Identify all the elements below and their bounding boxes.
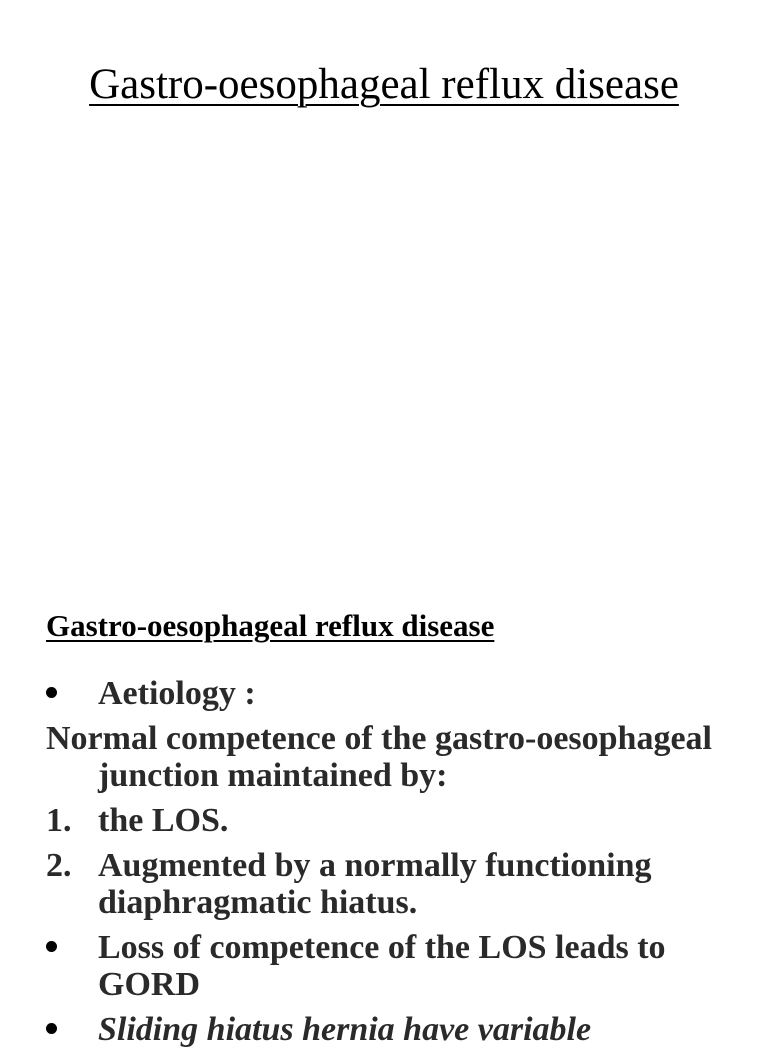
bullet-icon xyxy=(46,687,57,698)
intro-paragraph: Normal competence of the gastro-oesophageal junction maintained by: xyxy=(46,720,713,794)
aetiology-label: Aetiology : xyxy=(98,675,256,712)
numbered-item-2 xyxy=(46,847,746,921)
numbered-item-1 xyxy=(46,802,746,839)
bullet-aetiology xyxy=(46,675,746,712)
page-title: Gastro-oesophageal reflux disease xyxy=(89,61,679,108)
numbered-item-text: the LOS. xyxy=(98,802,229,839)
bullet-icon xyxy=(46,1023,57,1034)
bullet-text: Sliding hiatus hernia have variable xyxy=(98,1011,592,1048)
bullet-los xyxy=(46,929,746,1003)
bullet-text: Loss of competence of the LOS leads to GORD xyxy=(98,929,666,1003)
numbered-item-text: Augmented by a normally functioning diaphragmatic hiatus. xyxy=(98,847,652,921)
number-marker: 2. xyxy=(46,847,72,884)
number-marker: 1. xyxy=(46,802,72,839)
section-heading: Gastro-oesophageal reflux disease xyxy=(46,608,495,643)
slide-content xyxy=(46,675,746,1056)
bullet-icon xyxy=(46,941,57,952)
bullet-hiatus-hernia xyxy=(46,1011,746,1048)
